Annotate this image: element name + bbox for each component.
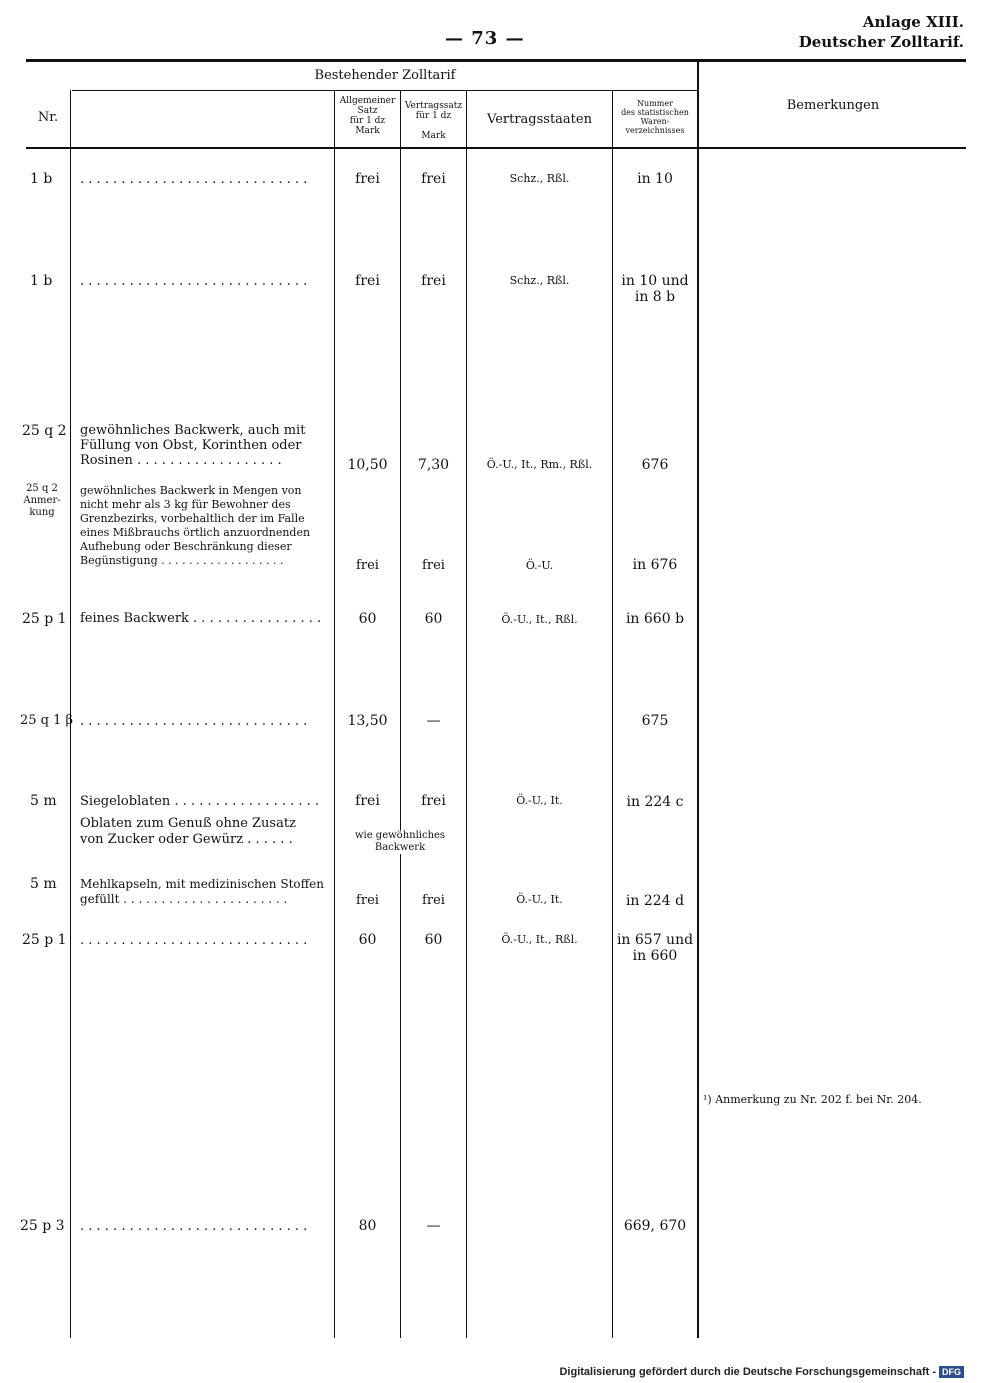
row-1-desc: . . . . . . . . . . . . . . . . . . . . . . . . . . . .	[80, 172, 308, 187]
row-3-nr: 25 q 2	[22, 423, 67, 439]
row-3-treaty: 7,30	[417, 457, 450, 473]
col-header-nr: Nr.	[37, 110, 59, 125]
row-2-stat: in 10 und in 8 b	[621, 273, 689, 305]
group-title-rule	[72, 90, 698, 91]
annex-subtitle: Deutscher Zolltarif.	[798, 33, 964, 51]
row-11-nr: 25 p 3	[20, 1218, 65, 1234]
row-7-stat: in 224 c	[626, 794, 684, 810]
row-4-treaty: frei	[422, 558, 445, 573]
row-6-desc: . . . . . . . . . . . . . . . . . . . . . . . . . . . .	[80, 714, 308, 729]
row-9-nr: 5 m	[30, 876, 57, 892]
row-7-treaty: frei	[421, 793, 446, 809]
row-2-states: Schz., Rßl.	[509, 274, 570, 287]
row-4-nr: 25 q 2 Anmer- kung	[23, 483, 61, 518]
row-2-nr: 1 b	[30, 273, 53, 289]
header-bottom-rule	[26, 147, 966, 149]
top-rule	[26, 59, 966, 62]
remark-note: ¹) Anmerkung zu Nr. 202 f. bei Nr. 204.	[703, 1093, 922, 1106]
row-5-desc: feines Backwerk . . . . . . . . . . . . . . . .	[80, 611, 322, 626]
row-7-general: frei	[355, 793, 380, 809]
page-number: — 73 —	[445, 28, 525, 49]
group-title: Bestehender Zolltarif	[314, 68, 456, 83]
row-7-states: Ö.-U., It.	[516, 794, 563, 807]
row-11-treaty: —	[426, 1218, 441, 1234]
annex-title: Anlage XIII.	[862, 13, 964, 31]
col-divider-stat	[697, 62, 699, 1338]
row-2-desc: . . . . . . . . . . . . . . . . . . . . . . . . . . . .	[80, 274, 308, 289]
row-1-nr: 1 b	[30, 171, 53, 187]
footer-credit	[559, 1366, 964, 1378]
row-4-desc: gewöhnliches Backwerk in Mengen von nicht mehr als 3 kg für Bewohner des Grenzbezirks, vorbehaltlich der im Falle eines Mißbrauchs örtlich anzuordnenden Aufhebung oder Beschränkung dieser Begünstigung . . . . . . . . . . . . . . . . . .	[80, 484, 311, 567]
row-3-desc: gewöhnliches Backwerk, auch mit Füllung von Obst, Korinthen oder Rosinen . . . . . . . . . . . . . . . . . .	[80, 423, 306, 468]
row-2-general: frei	[355, 273, 380, 289]
row-9-states: Ö.-U., It.	[516, 893, 563, 906]
row-5-stat: in 660 b	[625, 611, 685, 627]
dfg-logo: DFG	[939, 1366, 964, 1378]
row-4-stat: in 676	[632, 557, 678, 573]
row-3-states: Ö.-U., It., Rm., Rßl.	[486, 458, 593, 471]
col-header-treaty: Vertragssatz für 1 dz Mark	[404, 101, 463, 141]
row-9-desc: Mehlkapseln, mit medizinischen Stoffen gefüllt . . . . . . . . . . . . . . . . . . . . . .	[80, 877, 324, 906]
row-1-general: frei	[355, 171, 380, 187]
row-1-treaty: frei	[421, 171, 446, 187]
row-10-nr: 25 p 1	[22, 932, 67, 948]
annex-label	[799, 12, 964, 52]
col-header-stat: Nummer des statistischen Waren- verzeichnisses	[621, 99, 689, 135]
row-10-desc: . . . . . . . . . . . . . . . . . . . . . . . . . . . .	[80, 933, 308, 948]
row-3-stat: 676	[641, 457, 669, 473]
row-6-general: 13,50	[347, 713, 388, 729]
footer-text: Digitalisierung gefördert durch die Deutsche Forschungsgemeinschaft -	[559, 1366, 936, 1378]
row-10-stat: in 657 und in 660	[616, 932, 694, 964]
row-6-nr: 25 q 1 β	[20, 713, 74, 728]
row-7-desc: Siegeloblaten . . . . . . . . . . . . . . . . . .	[80, 794, 320, 809]
row-9-stat: in 224 d	[625, 893, 685, 909]
row-5-states: Ö.-U., It., Rßl.	[501, 613, 578, 626]
row-10-treaty: 60	[424, 932, 443, 948]
col-header-general: Allgemeiner Satz für 1 dz Mark	[339, 96, 396, 136]
row-5-nr: 25 p 1	[22, 611, 67, 627]
col-header-states: Vertragsstaaten	[487, 112, 592, 127]
row-1-states: Schz., Rßl.	[509, 172, 570, 185]
row-11-general: 80	[358, 1218, 377, 1234]
row-8-general: wie gewöhnliches Backwerk	[336, 830, 464, 854]
row-5-treaty: 60	[424, 611, 443, 627]
row-1-stat: in 10	[637, 171, 673, 187]
row-3-general: 10,50	[347, 457, 388, 473]
row-2-treaty: frei	[421, 273, 446, 289]
row-9-treaty: frei	[422, 893, 445, 908]
row-10-states: Ö.-U., It., Rßl.	[501, 933, 578, 946]
col-header-remarks: Bemerkungen	[786, 98, 880, 113]
row-11-stat: 669, 670	[623, 1218, 687, 1234]
row-10-general: 60	[358, 932, 377, 948]
row-4-states: Ö.-U.	[525, 559, 554, 572]
row-9-general: frei	[356, 893, 379, 908]
row-4-general: frei	[356, 558, 379, 573]
row-8-desc: Oblaten zum Genuß ohne Zusatz von Zucker oder Gewürz . . . . . .	[80, 816, 296, 847]
row-5-general: 60	[358, 611, 377, 627]
row-11-desc: . . . . . . . . . . . . . . . . . . . . . . . . . . . .	[80, 1219, 308, 1234]
row-6-treaty: —	[426, 713, 441, 729]
row-6-stat: 675	[641, 713, 669, 729]
row-7-nr: 5 m	[30, 793, 57, 809]
